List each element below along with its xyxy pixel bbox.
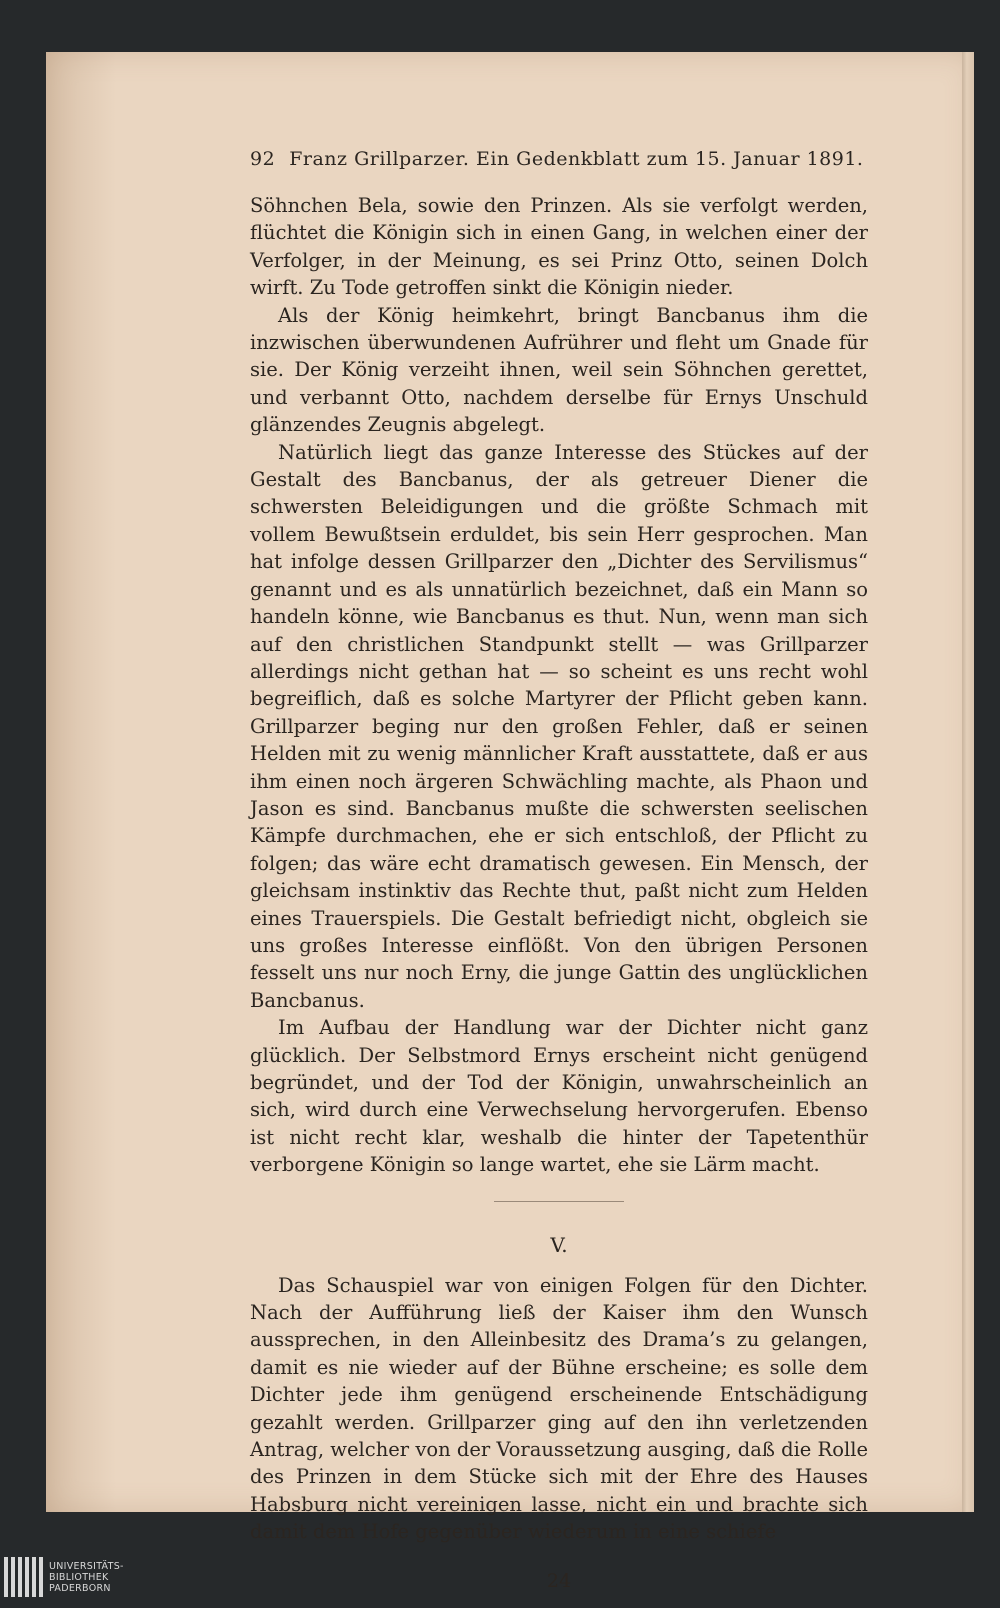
running-title: Franz Grillparzer. Ein Gedenkblatt zum 15. Januar 1891.: [289, 148, 864, 170]
page-edge: [962, 52, 974, 1512]
running-head: [250, 146, 868, 172]
library-logo: [0, 1552, 140, 1602]
library-logo-text: UNIVERSITÄTS- BIBLIOTHEK PADERBORN: [49, 1560, 124, 1594]
signature-mark: 24: [546, 1569, 572, 1592]
paragraph: Als der König heimkehrt, bringt Bancbanus ihm die inzwischen überwundenen Aufrührer und fleht um Gnade für sie. Der König verzeiht ihnen, weil sein Söhnchen gerettet, und verbannt Otto, nachdem derselbe für Ernys Unschuld glänzendes Zeugnis abgelegt.: [250, 303, 868, 437]
section-heading: V.: [550, 1232, 568, 1257]
paragraph: Söhnchen Bela, sowie den Prinzen. Als sie verfolgt werden, flüchtet die Königin sich in einen Gang, in welchen einer der Verfolger, in der Meinung, es sei Prinz Otto, seinen Dolch wirft. Zu Tode getroffen sinkt die Königin nieder.: [250, 194, 868, 300]
paragraph: Das Schauspiel war von einigen Folgen für den Dichter. Nach der Aufführung ließ der Kaiser ihm den Wunsch aussprechen, in den Alleinbesitz des Drama’s zu gelangen, damit es nie wieder auf der Bühne erscheine; es solle dem Dichter jede ihm genügend erscheinende Entschädigung gezahlt werden. Grillparzer ging auf den ihn verletzenden Antrag, welcher von der Voraussetzung ausging, daß die Rolle des Prinzen in dem Stücke sich mit der Ehre des Hauses Habsburg nicht vereinigen lasse, nicht ein und brachte sich damit dem Hofe gegenüber wiederum in eine schiefe: [250, 1273, 868, 1544]
page-number-header: 92: [250, 148, 276, 170]
library-logo-icon: [4, 1557, 43, 1597]
page-text-block: [250, 146, 868, 1592]
page-gutter-shadow: [46, 52, 116, 1512]
section-divider: [494, 1201, 624, 1202]
paragraph: Im Aufbau der Handlung war der Dichter nicht ganz glücklich. Der Selbstmord Ernys erscheint nicht genügend begründet, und der Tod der Königin, unwahrscheinlich an sich, wird durch eine Verwechselung hervorgerufen. Ebenso ist nicht recht klar, weshalb die hinter der Tapetenthür verborgene Königin so lange wartet, ehe sie Lärm macht.: [250, 1016, 868, 1177]
paragraph: Natürlich liegt das ganze Interesse des Stückes auf der Gestalt des Bancbanus, der als getreuer Diener die schwersten Beleidigungen und die größte Schmach mit vollem Bewußtsein erduldet, bis sein Herr gesprochen. Man hat infolge dessen Grillparzer den „Dichter des Servilismus“ genannt und es als unnatürlich bezeichnet, daß ein Mann so handeln könne, wie Bancbanus es thut. Nun, wenn man sich auf den christlichen Standpunkt stellt — was Grillparzer allerdings nicht gethan hat — so scheint es uns recht wohl begreiflich, daß es solche Martyrer der Pflicht geben kann. Grillparzer beging nur den großen Fehler, daß er seinen Helden mit zu wenig männlicher Kraft ausstattete, daß er aus ihm einen noch ärgeren Schwächling machte, als Phaon und Jason es sind. Bancbanus mußte die schwersten seelischen Kämpfe durchmachen, ehe er sich entschloß, der Pflicht zu folgen; das wäre echt dramatisch gewesen. Ein Mensch, der gleichsam instinktiv das Rechte thut, paßt nicht zum Helden eines Trauerspiels. Die Gestalt befriedigt nicht, obgleich sie uns großes Interesse einflößt. Von den übrigen Personen fesselt uns nur noch Erny, die junge Gattin des unglücklichen Bancbanus.: [250, 440, 868, 1012]
